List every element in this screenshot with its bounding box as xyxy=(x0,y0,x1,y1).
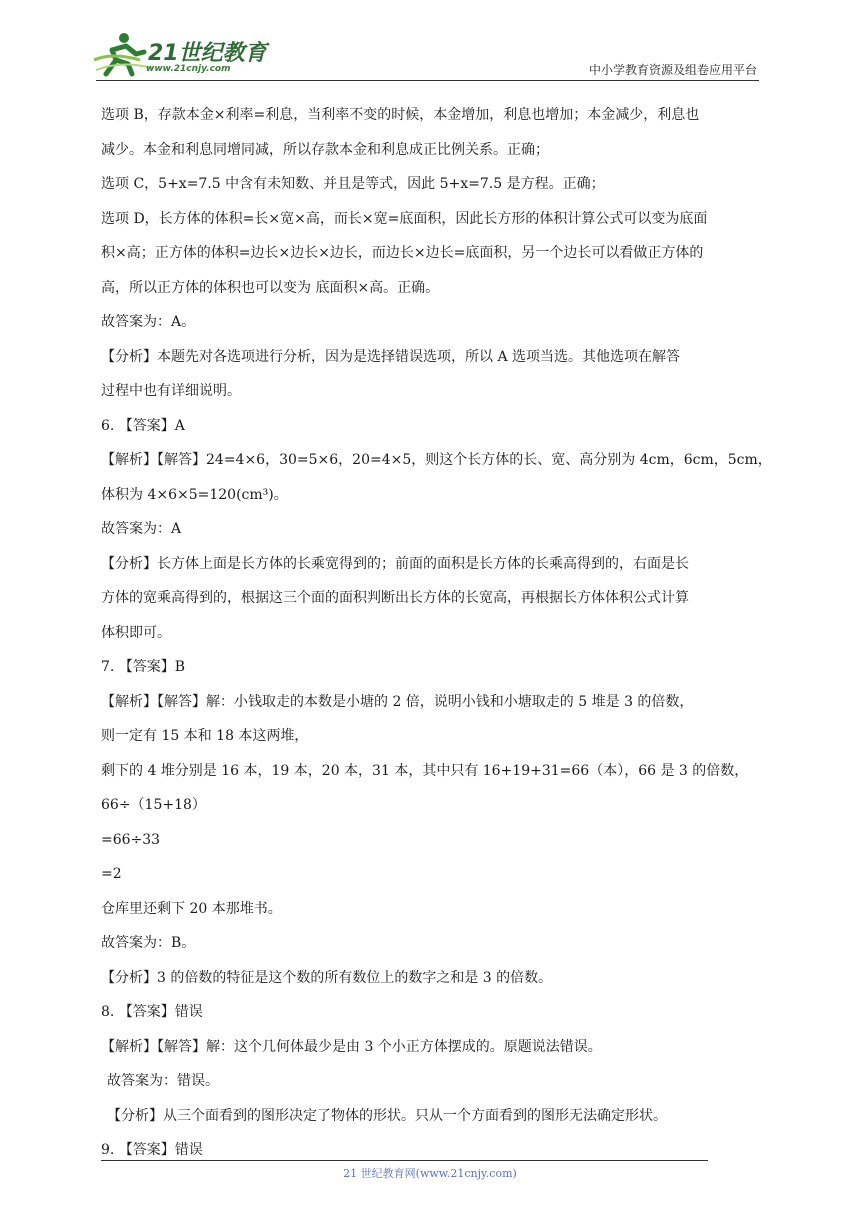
analysis-line: 【分析】3 的倍数的特征是这个数的所有数位上的数字之和是 3 的倍数。 xyxy=(101,969,553,986)
text-line: 过程中也有详细说明。 xyxy=(101,383,241,399)
text-line: 选项 C，5+x=7.5 中含有未知数、并且是等式，因此 5+x=7.5 是方程。正确； xyxy=(101,176,605,192)
analysis-line: 【分析】长方体上面是长方体的长乘宽得到的；前面的面积是长方体的长乘高得到的，右面是长 xyxy=(101,555,689,572)
document-body xyxy=(101,98,772,1168)
footer-link[interactable]: 21 世纪教育网(www.21cnjy.com) xyxy=(343,1167,517,1180)
text-line: 体积为 4×6×5=120(cm³)。 xyxy=(101,486,288,503)
text-line: 高，所以正方体的体积也可以变为 底面积×高。正确。 xyxy=(101,279,440,296)
text-line: 积×高；正方体的体积=边长×边长×边长，而边长×边长=底面积，另一个边长可以看做正方体的 xyxy=(101,245,704,261)
header-divider xyxy=(96,80,759,81)
solution-line: 【解析】【解答】解：小钱取走的本数是小塘的 2 倍，说明小钱和小塘取走的 5 堆是 3 的倍数， xyxy=(101,693,694,710)
text-line: 减少。本金和利息同增同减，所以存款本金和利息成正比例关系。正确； xyxy=(101,141,549,158)
text-line: 体积即可。 xyxy=(101,624,171,641)
text-line: 剩下的 4 堆分别是 16 本，19 本，20 本，31 本，其中只有 16+19+31=66（本），66 是 3 的倍数， xyxy=(101,762,749,779)
text-line: 仓库里还剩下 20 本那堆书。 xyxy=(101,900,282,917)
analysis-line: 【分析】本题先对各选项进行分析，因为是选择错误选项，所以 A 选项当选。其他选项在解答 xyxy=(101,348,681,365)
question-answer-heading: 9. 【答案】错误 xyxy=(101,1142,203,1158)
logo-url: www.21cnjy.com xyxy=(146,64,231,74)
solution-line: 【解析】【解答】解：这个几何体最少是由 3 个小正方体摆成的。原题说法错误。 xyxy=(101,1038,602,1055)
footer-divider xyxy=(101,1160,708,1161)
question-answer-heading: 7. 【答案】B xyxy=(101,659,186,675)
answer-line: 故答案为：错误。 xyxy=(107,1073,219,1089)
text-line: 选项 D，长方体的体积=长×宽×高，而长×宽=底面积，因此长方形的体积计算公式可以变为底面 xyxy=(101,210,708,227)
equation-line: =66÷33 xyxy=(101,831,161,848)
equation-line: 66÷（15+18） xyxy=(101,797,206,813)
logo-text: 21世纪教育 xyxy=(148,41,267,66)
analysis-line: 【分析】从三个面看到的图形决定了物体的形状。只从一个方面看到的图形无法确定形状。 xyxy=(107,1107,667,1124)
question-answer-heading: 8. 【答案】错误 xyxy=(101,1004,203,1020)
answer-line: 故答案为：B。 xyxy=(101,935,196,951)
equation-line: =2 xyxy=(101,866,122,882)
solution-line: 【解析】【解答】24=4×6，30=5×6，20=4×5，则这个长方体的长、宽、高分别为 4cm，6cm，5cm， xyxy=(101,452,772,468)
question-answer-heading: 6. 【答案】A xyxy=(101,417,185,434)
platform-title: 中小学教育资源及组卷应用平台 xyxy=(588,63,757,77)
text-line: 方体的宽乘高得到的，根据这三个面的面积判断出长方体的长宽高，再根据长方体体积公式计算 xyxy=(101,590,689,606)
text-line: 选项 B，存款本金×利率=利息，当利率不变的时候，本金增加，利息也增加；本金减少，利息也 xyxy=(101,107,700,123)
answer-line: 故答案为：A。 xyxy=(101,314,196,330)
page-header xyxy=(0,0,860,82)
text-line: 则一定有 15 本和 18 本这两堆， xyxy=(101,728,309,744)
answer-line: 故答案为：A xyxy=(101,521,182,537)
